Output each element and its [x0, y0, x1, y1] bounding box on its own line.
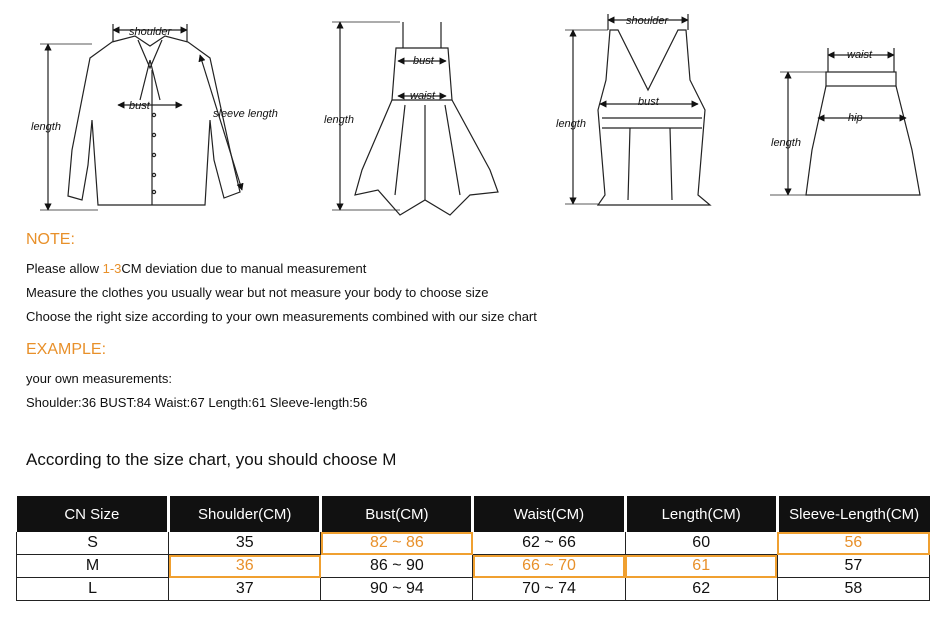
skirt-hip-label: hip: [848, 112, 863, 124]
top-shoulder-label: shoulder: [626, 15, 669, 27]
table-cell: 35: [169, 532, 321, 555]
table-cell: 62 ~ 66: [473, 532, 625, 555]
example-heading: EXAMPLE:: [26, 341, 107, 358]
top-illustration: [565, 14, 710, 205]
example-line-1: your own measurements:: [26, 371, 172, 386]
header-shoulder: Shoulder(CM): [169, 496, 321, 532]
table-row: [17, 555, 930, 578]
note-line-3: Choose the right size according to your own measurements combined with our size chart: [26, 309, 537, 324]
table-cell: 37: [169, 578, 321, 601]
table-cell: M: [17, 555, 169, 578]
shirt-length-label: length: [31, 121, 61, 133]
header-cn-size: CN Size: [17, 496, 169, 532]
table-cell: 62: [625, 578, 777, 601]
note-line-1: [26, 261, 366, 276]
table-row: [17, 532, 930, 555]
shirt-sleeve-label: sleeve length: [213, 108, 278, 120]
table-row: [17, 578, 930, 601]
dress-bust-label: bust: [413, 55, 434, 67]
skirt-waist-label: waist: [847, 49, 873, 61]
table-cell: 57: [777, 555, 929, 578]
table-cell: 60: [625, 532, 777, 555]
shirt-illustration: [40, 24, 242, 210]
dress-waist-label: waist: [410, 90, 436, 102]
dress-length-label: length: [324, 114, 354, 126]
skirt-length-label: length: [771, 137, 801, 149]
size-advice: According to the size chart, you should choose M: [26, 450, 397, 469]
header-waist: Waist(CM): [473, 496, 625, 532]
dress-illustration: [332, 22, 498, 215]
header-bust: Bust(CM): [321, 496, 473, 532]
note-line-1-start: Please allow: [26, 261, 103, 276]
table-cell: L: [17, 578, 169, 601]
header-length: Length(CM): [625, 496, 777, 532]
table-cell-highlighted: 36: [169, 555, 321, 578]
note-line-1-end: CM deviation due to manual measurement: [121, 261, 367, 276]
table-cell-highlighted: 82 ~ 86: [321, 532, 473, 555]
note-heading: NOTE:: [26, 231, 75, 248]
skirt-illustration: [770, 48, 920, 195]
note-line-2: Measure the clothes you usually wear but not measure your body to choose size: [26, 285, 489, 300]
top-bust-label: bust: [638, 96, 659, 108]
garment-illustrations: [0, 0, 950, 225]
shirt-bust-label: bust: [129, 100, 150, 112]
table-cell-highlighted: 66 ~ 70: [473, 555, 625, 578]
note-deviation-range: 1-3: [102, 261, 122, 276]
table-cell: 90 ~ 94: [321, 578, 473, 601]
table-cell: 86 ~ 90: [321, 555, 473, 578]
shirt-shoulder-label: shoulder: [129, 26, 172, 38]
size-chart-header-row: [17, 496, 930, 532]
top-length-label: length: [556, 118, 586, 130]
header-sleeve-length: Sleeve-Length(CM): [777, 496, 929, 532]
table-cell: 58: [777, 578, 929, 601]
table-cell: S: [17, 532, 169, 555]
example-measurements: Shoulder:36 BUST:84 Waist:67 Length:61 Sleeve-length:56: [26, 395, 368, 410]
size-chart-table: [16, 496, 930, 601]
table-cell-highlighted: 56: [777, 532, 929, 555]
table-cell: 70 ~ 74: [473, 578, 625, 601]
table-cell-highlighted: 61: [625, 555, 777, 578]
